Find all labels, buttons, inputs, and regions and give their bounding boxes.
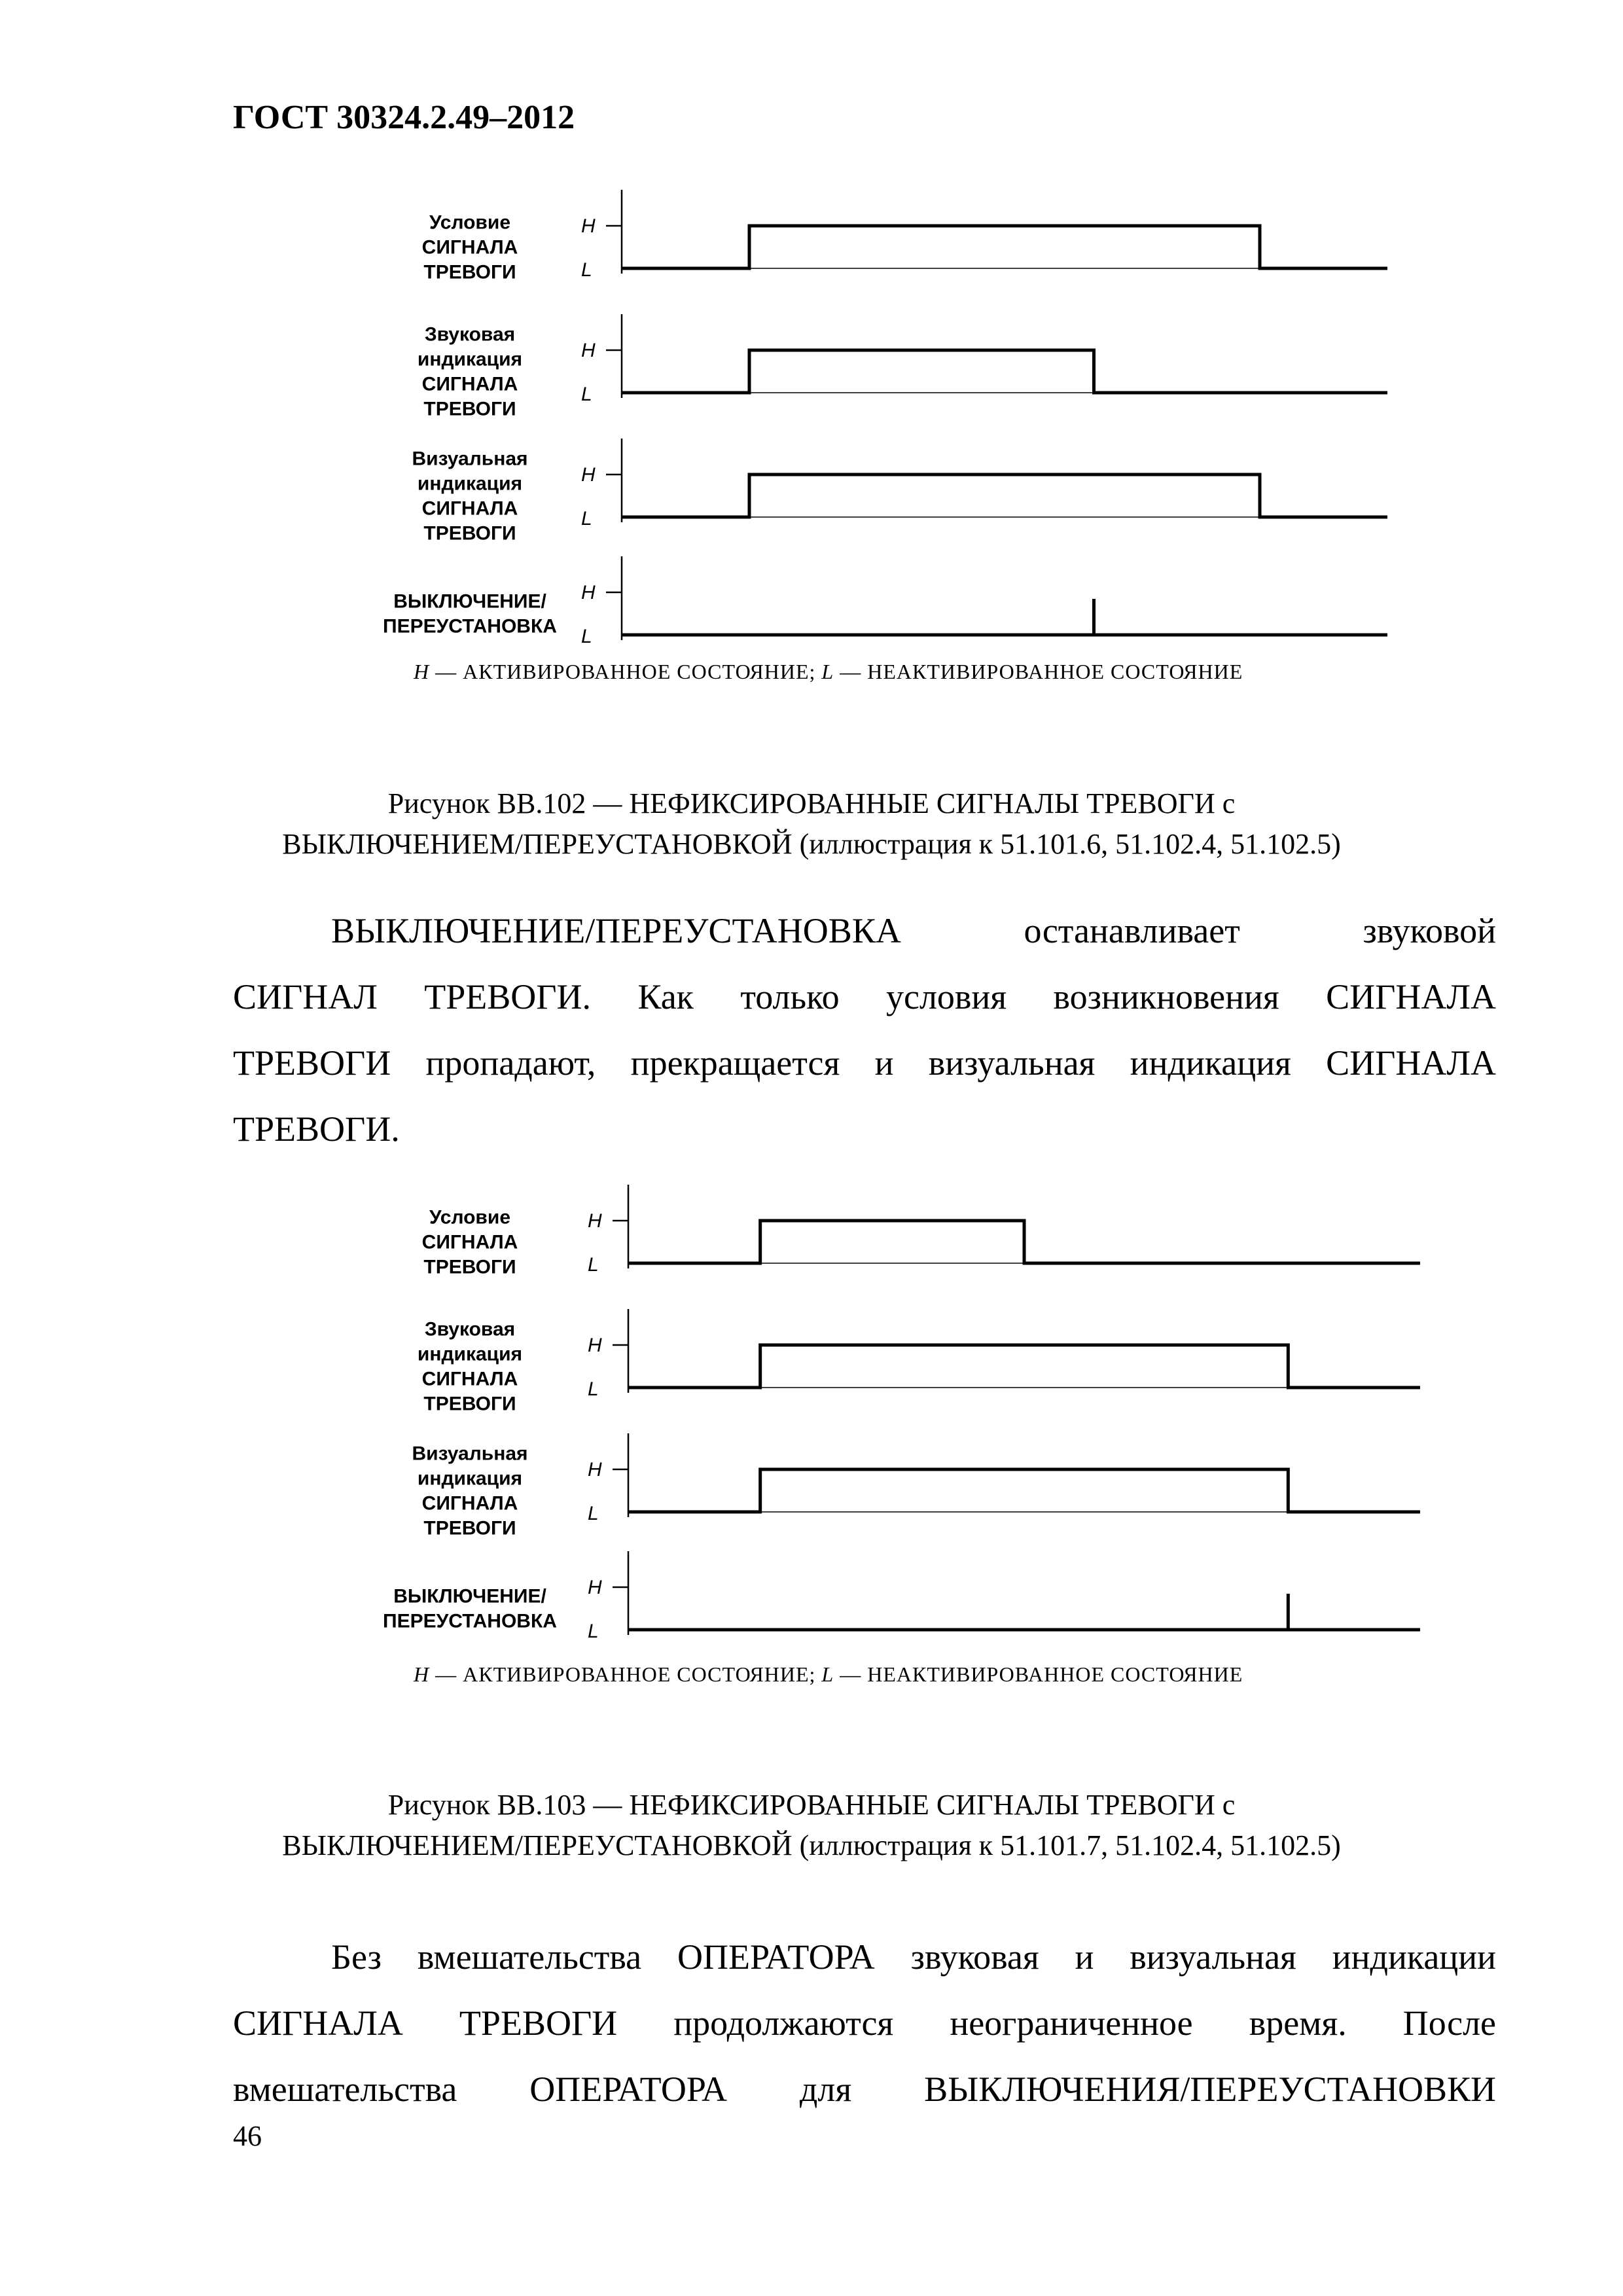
caption-line: Рисунок ВВ.102 — НЕФИКСИРОВАННЫЕ СИГНАЛЫ ТРЕВОГИ с [387,787,1236,819]
signal-row [422,190,1387,283]
h-level-label: H [588,1459,602,1480]
signal-label: СИГНАЛА [421,1368,518,1390]
signal-row [383,1551,1420,1642]
l-level-label: L [581,626,592,647]
caption-line: ВЫКЛЮЧЕНИЕМ/ПЕРЕУСТАНОВКОЙ (иллюстрация к 51.101.6, 51.102.4, 51.102.5) [282,828,1341,860]
paragraph-line: ТРЕВОГИ пропадают, прекращается и визуальная индикация СИГНАЛА [233,1043,1496,1083]
signal-label: ВЫКЛЮЧЕНИЕ/ [393,1585,546,1607]
l-level-label: L [581,259,592,281]
paragraph-line: Без вмешательства ОПЕРАТОРА звуковая и визуальная индикации [331,1937,1496,1977]
h-level-label: H [581,464,596,486]
signal-waveform [628,1221,1420,1263]
figure-caption-bb103 [0,1785,1623,1866]
legend-h-symbol: H [414,660,430,683]
signal-label: СИГНАЛА [421,497,518,520]
figure-legend-bb103 [414,1662,1243,1687]
page-number: 46 [233,2120,262,2152]
signal-label: ТРЕВОГИ [423,1393,516,1415]
signal-label: СИГНАЛА [421,1231,518,1253]
signal-label: ПЕРЕУСТАНОВКА [383,1610,557,1632]
paragraph-line: СИГНАЛ ТРЕВОГИ. Как только условия возникновения СИГНАЛА [233,977,1496,1016]
legend-l-text: — НЕАКТИВИРОВАННОЕ СОСТОЯНИЕ [834,1662,1243,1686]
paragraph-line: СИГНАЛА ТРЕВОГИ продолжаются неограниченное время. После [233,2003,1496,2043]
l-level-label: L [581,384,592,405]
signal-label: Звуковая [424,1318,516,1340]
signal-label: индикация [417,1467,523,1490]
signal-label: ПЕРЕУСТАНОВКА [383,615,557,637]
body-paragraph-1 [233,898,1496,1162]
signal-label: ВЫКЛЮЧЕНИЕ/ [393,590,546,613]
body-paragraph-2 [233,1924,1496,2123]
signal-label: ТРЕВОГИ [423,522,516,545]
caption-line: Рисунок ВВ.103 — НЕФИКСИРОВАННЫЕ СИГНАЛЫ ТРЕВОГИ с [387,1789,1236,1821]
legend-h-symbol: H [414,1662,430,1686]
signal-label: СИГНАЛА [421,1492,518,1515]
caption-line: ВЫКЛЮЧЕНИЕМ/ПЕРЕУСТАНОВКОЙ (иллюстрация к 51.101.7, 51.102.4, 51.102.5) [282,1829,1341,1861]
signal-row [383,556,1387,647]
signal-row [418,1309,1420,1415]
l-level-label: L [588,1621,599,1642]
timing-diagram-bb103 [314,1178,1427,1643]
signal-label: индикация [417,348,523,370]
signal-waveform [622,350,1387,393]
signal-label: ТРЕВОГИ [423,1517,516,1539]
h-level-label: H [588,1335,602,1356]
signal-label: индикация [417,473,523,495]
h-level-label: H [581,215,596,237]
signal-label: ТРЕВОГИ [423,398,516,420]
l-level-label: L [588,1378,599,1400]
h-level-label: H [581,340,596,361]
document-header: ГОСТ 30324.2.49–2012 [233,99,575,136]
legend-l-symbol: L [821,660,834,683]
legend-l-text: — НЕАКТИВИРОВАННОЕ СОСТОЯНИЕ [834,660,1243,683]
signal-label: СИГНАЛА [421,236,518,259]
signal-waveform [622,226,1387,268]
l-level-label: L [581,508,592,529]
l-level-label: L [588,1503,599,1524]
signal-waveform [622,475,1387,517]
h-level-label: H [588,1210,602,1232]
signal-label: ТРЕВОГИ [423,261,516,283]
legend-h-text: — АКТИВИРОВАННОЕ СОСТОЯНИЕ; [429,660,822,683]
signal-row [418,314,1387,420]
figure-caption-bb102 [0,783,1623,865]
timing-diagram-bb102 [314,183,1400,648]
paragraph-line: вмешательства ОПЕРАТОРА для ВЫКЛЮЧЕНИЯ/ПЕРЕУСТАНОВКИ [233,2070,1496,2109]
signal-label: СИГНАЛА [421,373,518,395]
signal-label: Визуальная [412,448,528,470]
l-level-label: L [588,1254,599,1276]
figure-legend-bb102 [414,660,1243,684]
signal-label: Звуковая [424,323,516,346]
signal-label: Условие [429,211,511,234]
signal-label: Визуальная [412,1443,528,1465]
paragraph-line: ВЫКЛЮЧЕНИЕ/ПЕРЕУСТАНОВКА останавливает звуковой [331,911,1496,950]
h-level-label: H [588,1577,602,1598]
signal-row [422,1185,1420,1278]
h-level-label: H [581,582,596,603]
paragraph-line: ТРЕВОГИ. [233,1109,400,1149]
legend-h-text: — АКТИВИРОВАННОЕ СОСТОЯНИЕ; [429,1662,822,1686]
signal-label: индикация [417,1343,523,1365]
signal-waveform [628,1469,1420,1512]
signal-label: Условие [429,1206,511,1229]
signal-row [412,439,1387,545]
legend-l-symbol: L [821,1662,834,1686]
signal-row [412,1433,1420,1539]
signal-label: ТРЕВОГИ [423,1256,516,1278]
signal-waveform [628,1345,1420,1388]
